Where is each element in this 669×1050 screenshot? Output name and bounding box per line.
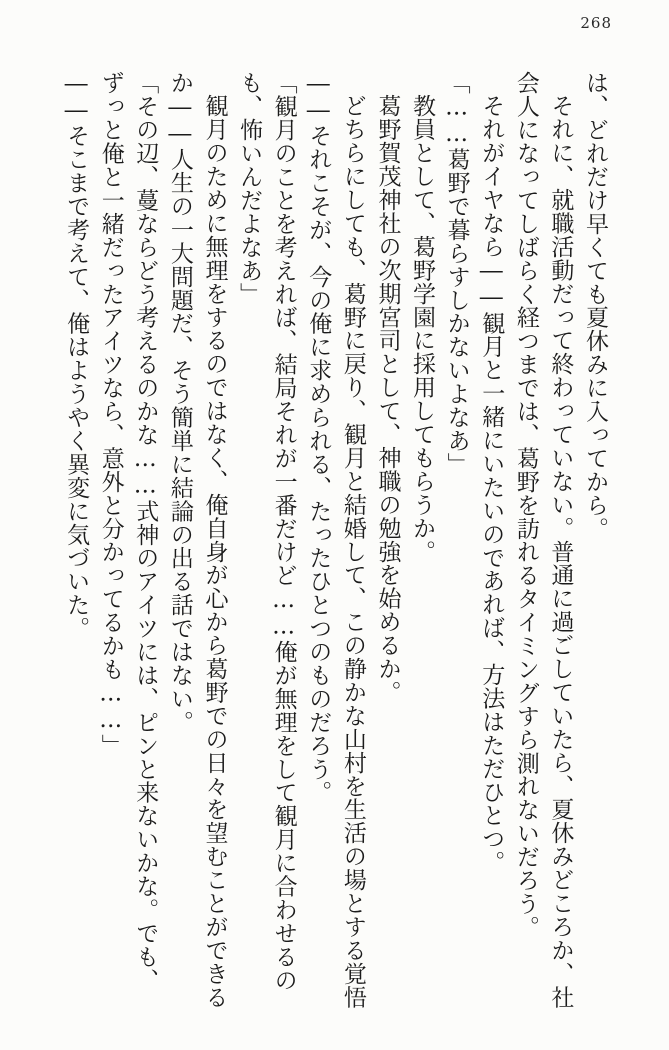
paragraph: 「その辺、蔓ならどう考えるのかな……式神のアイツには、ピンと来ないかな。でも、ずっと俺と一緒だったアイツなら、意外と分かってるかも……」 bbox=[97, 71, 159, 992]
paragraph: は、どれだけ早くても夏休みに入ってから。 bbox=[582, 71, 608, 540]
paragraph: 葛野賀茂神社の次期宮司として、神職の勉強を始めるか。 bbox=[374, 94, 401, 704]
paragraph: ――そこまで考えて、俺はようやく異変に気づいた。 bbox=[63, 71, 90, 640]
body-text bbox=[59, 71, 613, 1011]
paragraph: それがイヤなら――観月と一緒にいたいのであれば、方法はただひとつ。 bbox=[478, 94, 505, 874]
paragraph: 観月のために無理をするのではなく、俺自身が心から葛野での日々を望むことができるか――人生の一大問題だ、そう簡単に結論の出る話ではない。 bbox=[166, 71, 228, 1009]
paragraph: 「……葛野で暮らすしかないよなあ」 bbox=[443, 71, 470, 476]
page-number: 268 bbox=[580, 14, 612, 32]
paragraph: 「観月のことを考えれば、結局それが一番だけど……俺が無理をして観月に合わせるのも、怖いんだよなあ」 bbox=[236, 71, 297, 992]
paragraph: どちらにしても、葛野に戻り、観月と結婚して、この静かな山村を生活の場とする覚悟――それこそが、今の俺に求められる、たったひとつのものだろう。 bbox=[305, 71, 366, 1009]
paragraph: 教員として、葛野学園に採用してもらうか。 bbox=[409, 94, 436, 563]
paragraph: それに、就職活動だって終わっていない。普通に過ごしていたら、夏休みどころか、社会人になってしばらく経つまでは、葛野を訪れるタイミングすら測れないだろう。 bbox=[512, 71, 574, 1009]
